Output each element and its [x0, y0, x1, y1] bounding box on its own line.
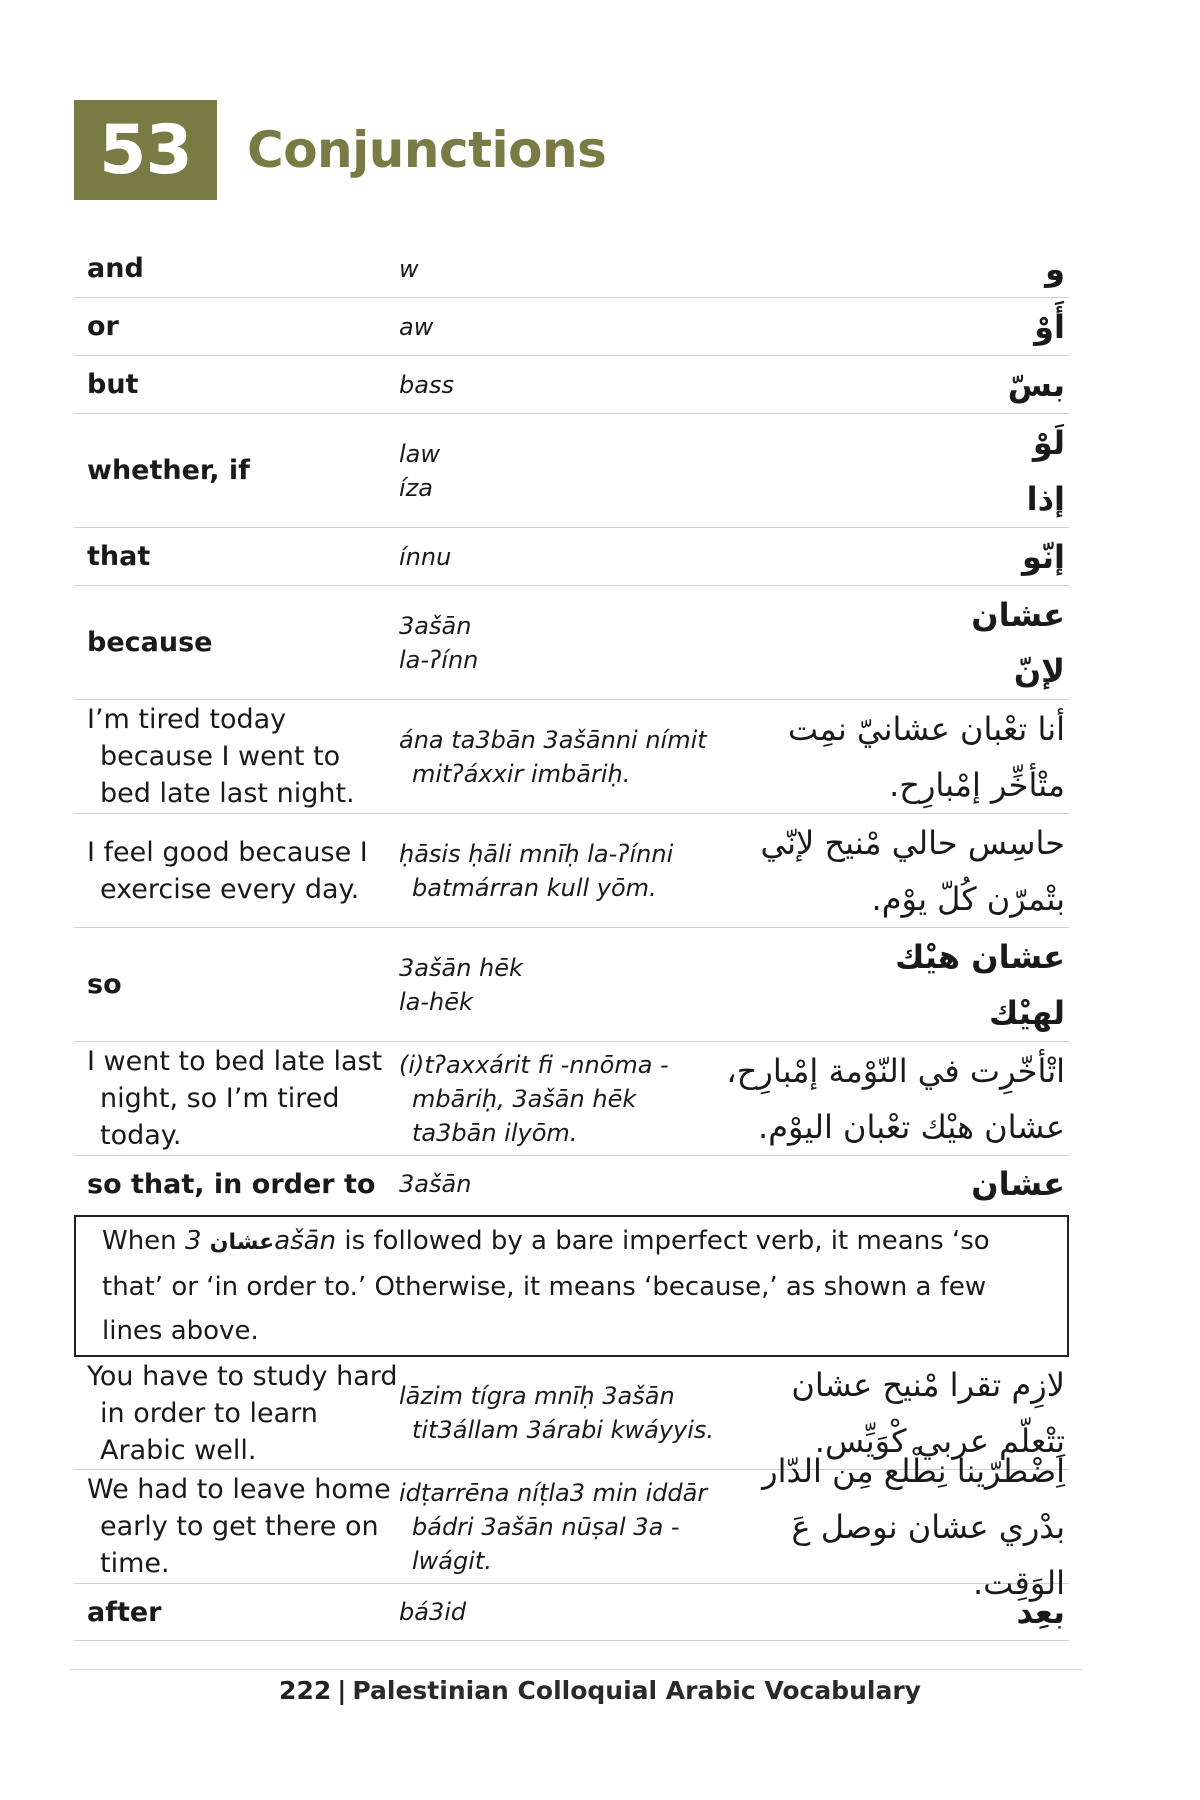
arabic-sentence: أنا تعْبان عشانيّ نمِت متْأخِّر إمْبارِح.	[787, 709, 1065, 804]
transliteration-sentence: ḥāsis ḥāli mnīḥ la-ʔínni batmárran kull yōm.	[399, 839, 674, 902]
arabic-sentence: اِضْطرّينا نِطْلع مِن الدّار بدْري عشان نوصل عَ الوَقِت.	[762, 1451, 1065, 1602]
arabic-word: بعِد	[1016, 1593, 1065, 1631]
arabic-line: لهيْك	[989, 993, 1065, 1032]
arabic-line: عشان هيْك	[895, 937, 1065, 976]
arabic-sentence: حاسِس حالي مْنيح لإنّي بتْمرّن كُلّ يوْم.	[760, 823, 1065, 918]
transliteration: aw	[399, 312, 434, 341]
transliteration-line: la-ʔínn	[399, 645, 479, 674]
english-word: or	[87, 311, 119, 342]
arabic-word: بسّ	[1007, 365, 1065, 404]
arabic-line: لإنّ	[1013, 651, 1065, 690]
arabic-word: عشان	[971, 1165, 1065, 1203]
transliteration-line: la-hēk	[399, 987, 473, 1016]
arabic-word: إنّو	[1021, 537, 1065, 576]
transliteration-sentence: lāzim tígra mnīḥ 3ašān tit3állam 3árabi kwáyyis.	[399, 1382, 715, 1444]
transliteration: ínnu	[399, 542, 452, 571]
entry-row-whether	[74, 414, 1069, 528]
arabic-sentence: اتْأخّرِت في النّوْمة إمْبارِح، عشان هيْك تعْبان اليوْم.	[726, 1051, 1065, 1146]
arabic-line: إذا	[1026, 479, 1065, 518]
arabic-word: و	[1045, 249, 1065, 288]
arabic-word	[719, 587, 1069, 699]
transliteration: bá3id	[399, 1598, 467, 1626]
note-text: is followed by a bare imperfect verb, it means ‘so that’ or ‘in order to.’ Otherwise, it means ‘because,’ as shown a few lines above.	[102, 1226, 990, 1346]
english-word: but	[87, 369, 139, 400]
example-row	[74, 814, 1069, 928]
english-sentence: We had to leave home early to get there on time.	[87, 1474, 391, 1579]
english-word: after	[87, 1596, 162, 1628]
english-sentence: I’m tired today because I went to bed late last night.	[87, 704, 355, 809]
page-number: 222	[279, 1676, 332, 1705]
english-sentence: I went to bed late last night, so I’m tired today.	[87, 1046, 383, 1151]
arabic-line: لَوْ	[1032, 423, 1065, 462]
note-transliteration: 3ašān	[184, 1226, 337, 1256]
arabic-word	[719, 929, 1069, 1041]
page-footer	[0, 1676, 1200, 1705]
transliteration: 3ašān	[399, 1170, 472, 1198]
entry-row-or	[74, 298, 1069, 356]
entry-row-because	[74, 586, 1069, 700]
transliteration-sentence: ána ta3bān 3ašānni nímit mitʔáxxir imbāriḥ.	[399, 725, 707, 788]
entry-row-after	[74, 1584, 1069, 1641]
note-lead: When	[102, 1226, 177, 1256]
entry-row-so	[74, 928, 1069, 1042]
transliteration-line: íza	[399, 473, 433, 502]
chapter-number: 53	[74, 100, 217, 200]
book-title: Palestinian Colloquial Arabic Vocabulary	[352, 1676, 921, 1705]
footer-divider	[70, 1669, 1082, 1670]
transliteration: bass	[399, 370, 454, 399]
entry-row-but	[74, 356, 1069, 414]
entry-row-so-that	[74, 1156, 1069, 1212]
chapter-header	[74, 100, 606, 200]
english-word: whether, if	[87, 455, 250, 486]
arabic-word: أَوْ	[1034, 307, 1065, 346]
transliteration	[399, 437, 719, 505]
transliteration: w	[399, 254, 419, 283]
usage-note	[74, 1215, 1069, 1357]
footer-separator: |	[337, 1676, 347, 1705]
example-row	[74, 1042, 1069, 1156]
entry-row-and	[74, 240, 1069, 298]
transliteration	[399, 951, 719, 1019]
entry-row-that	[74, 528, 1069, 586]
example-row	[74, 700, 1069, 814]
note-arabic: عشان	[209, 1230, 275, 1255]
english-word: that	[87, 541, 151, 572]
vocab-table	[74, 240, 1069, 1641]
example-row	[74, 1451, 1069, 1602]
english-word: because	[87, 627, 213, 658]
english-word: so	[87, 969, 122, 1000]
transliteration-line: law	[399, 439, 441, 468]
transliteration	[399, 609, 719, 677]
transliteration-line: 3ašān hēk	[399, 953, 523, 982]
english-word: so that, in order to	[87, 1168, 376, 1200]
english-sentence: I feel good because I exercise every day.	[87, 836, 368, 905]
transliteration-sentence: idṭarrēna níṭla3 min iddār bádri 3ašān nūṣal 3a -lwágit.	[399, 1478, 708, 1575]
english-sentence: You have to study hard in order to learn Arabic well.	[87, 1360, 398, 1466]
chapter-title: Conjunctions	[247, 121, 607, 179]
arabic-word	[719, 415, 1069, 527]
arabic-line: عشان	[971, 595, 1065, 634]
transliteration-sentence: (i)tʔaxxárit fi -nnōma -mbāriḥ, 3ašān hēk ta3bān ilyōm.	[399, 1050, 669, 1147]
english-word: and	[87, 253, 144, 284]
arabic-sentence: لازِم تقرا مْنيح عشان تِتْعلّم عربي كْوَيِّس.	[791, 1366, 1065, 1460]
transliteration-line: 3ašān	[399, 611, 472, 640]
